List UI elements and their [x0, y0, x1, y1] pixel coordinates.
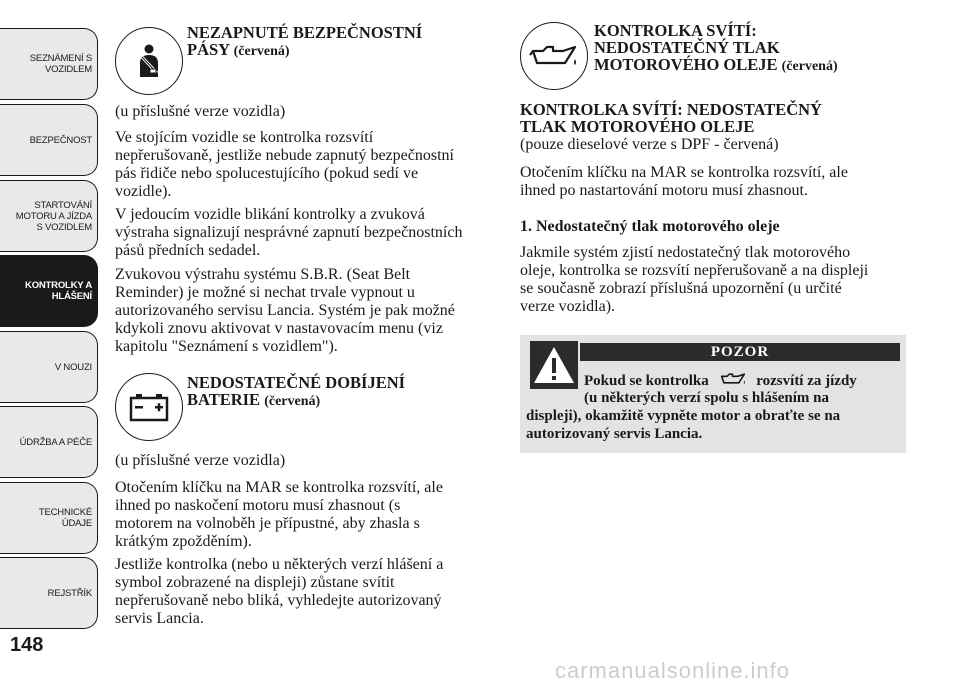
warning-line-3: displeji), okamžitě vypněte motor a obraťte se na: [526, 408, 841, 424]
oil-paragraph-2: [520, 244, 906, 316]
oil-heading: [520, 101, 906, 135]
warning-text: rozsvítí za jízdy: [756, 373, 857, 389]
seatbelt-version-note: (u příslušné verze vozidla): [115, 103, 286, 120]
line: V jedoucím vozidle blikání kontrolky a zvuková: [115, 206, 425, 223]
line: kdykoli znovu aktivovat v nastavovacím menu (viz: [115, 320, 443, 337]
battery-title: [187, 374, 487, 410]
tab-bezpecnost[interactable]: [0, 104, 98, 176]
line: ihned po naskočení motoru musí zhasnout (s: [115, 497, 401, 514]
watermark: carmanualsonline.info: [555, 658, 791, 683]
line: se současně zobrazí příslušná upozornění (u určité: [520, 280, 842, 297]
page-number: 148: [10, 634, 44, 656]
line: pásů předních sedadel.: [115, 242, 261, 259]
tab-label: STARTOVÁNÍ MOTORU A JÍZDA S VOZIDLEM: [15, 199, 92, 233]
tab-label: TECHNICKÉ ÚDAJE: [38, 507, 92, 529]
oil-paragraph-1: [520, 164, 906, 200]
warning-header: POZOR: [580, 343, 900, 361]
tab-label: BEZPEČNOST: [29, 134, 92, 146]
warning-line-1: [584, 372, 904, 390]
battery-title-l2: BATERIE: [187, 390, 261, 409]
tab-label: V NOUZI: [54, 361, 92, 373]
seatbelt-title-l1: NEZAPNUTÉ BEZPEČNOSTNÍ: [187, 23, 423, 42]
seatbelt-title-color: (červená): [233, 44, 290, 59]
battery-paragraph-1: [115, 479, 500, 551]
oil-title-l3: MOTOROVÉHO OLEJE: [594, 55, 778, 74]
warning-line-4: autorizovaný servis Lancia.: [526, 426, 703, 442]
line: symbol zobrazené na displeji) zůstane svítit: [115, 574, 395, 591]
tab-v-nouzi[interactable]: [0, 331, 98, 403]
line: ihned po nastartování motoru musí zhasnout.: [520, 182, 808, 199]
line: Otočením klíčku na MAR se kontrolka rozsvítí, ale: [115, 479, 443, 496]
battery-title-l1: NEDOSTATEČNÉ DOBÍJENÍ: [187, 373, 406, 392]
warning-box: [520, 335, 906, 453]
tab-label: KONTROLKY A HLÁŠENÍ: [25, 280, 92, 302]
battery-version-note: (u příslušné verze vozidla): [115, 452, 286, 469]
oil-title-l1: KONTROLKA SVÍTÍ:: [594, 21, 757, 40]
tab-kontrolky[interactable]: [0, 255, 98, 327]
oil-heading-l2: TLAK MOTOROVÉHO OLEJE: [520, 117, 755, 136]
line: motorem na volnoběh je přípustné, aby zhasla s: [115, 515, 420, 532]
line: oleje, kontrolka se rozsvítí nepřerušovaně a na displeji: [520, 262, 869, 279]
line: nepřerušovaně nebo bliká, vyhledejte autorizovaný: [115, 592, 442, 609]
oil-can-icon: [713, 372, 753, 386]
tab-label: SEZNÁMENÍ S VOZIDLEM: [29, 53, 92, 75]
oil-heading-l1: KONTROLKA SVÍTÍ: NEDOSTATEČNÝ: [520, 100, 822, 119]
warning-text: Pokud se kontrolka: [584, 373, 709, 389]
battery-paragraph-2: [115, 556, 500, 628]
oil-can-icon: [520, 22, 588, 90]
line: Reminder) je možné si nechat trvale vypnout u: [115, 284, 415, 301]
seatbelt-title-l2: PÁSY: [187, 40, 230, 59]
tab-label: ÚDRŽBA A PÉČE: [19, 436, 92, 448]
tab-seznameni[interactable]: [0, 28, 98, 100]
warning-triangle-icon: [530, 341, 578, 389]
seatbelt-paragraph-2: [115, 206, 500, 260]
line: kapitolu "Seznámení s vozidlem").: [115, 338, 338, 355]
battery-icon: [115, 373, 183, 441]
warning-line-2: (u některých verzí spolu s hlášením na: [584, 390, 830, 406]
oil-title-l2: NEDOSTATEČNÝ TLAK: [594, 38, 780, 57]
line: krátkým zpožděním).: [115, 533, 252, 550]
line: Jakmile systém zjistí nedostatečný tlak motorového: [520, 244, 851, 261]
oil-heading-sub: (pouze dieselové verze s DPF - červená): [520, 136, 779, 153]
tab-rejstrik[interactable]: [0, 557, 98, 629]
tab-label: REJSTŘÍK: [47, 587, 92, 599]
line: výstraha signalizují nesprávné zapnutí bezpečnostních: [115, 224, 463, 241]
line: servis Lancia.: [115, 610, 204, 627]
line: autorizovaného servisu Lancia. Systém je pak možné: [115, 302, 455, 319]
oil-title: [594, 22, 904, 75]
line: Jestliže kontrolka (nebo u některých verzí hlášení a: [115, 556, 444, 573]
seatbelt-title: [187, 24, 487, 60]
oil-title-color: (červená): [781, 59, 838, 74]
seatbelt-icon: [115, 27, 183, 95]
line: Otočením klíčku na MAR se kontrolka rozsvítí, ale: [520, 164, 848, 181]
line: Ve stojícím vozidle se kontrolka rozsvítí: [115, 129, 374, 146]
tab-startovani[interactable]: [0, 180, 98, 252]
seatbelt-paragraph-1: [115, 129, 500, 201]
line: pás řidiče nebo spolucestujícího (pokud sedí ve: [115, 165, 419, 182]
seatbelt-paragraph-3: [115, 266, 500, 356]
line: nepřerušovaně, jestliže nebude zapnutý bezpečnostní: [115, 147, 454, 164]
tab-udrzba[interactable]: [0, 406, 98, 478]
oil-subheading: 1. Nedostatečný tlak motorového oleje: [520, 218, 780, 235]
battery-title-color: (červená): [264, 394, 321, 409]
line: vozidle).: [115, 183, 172, 200]
line: Zvukovou výstrahu systému S.B.R. (Seat Belt: [115, 266, 411, 283]
tab-technicke[interactable]: [0, 482, 98, 554]
line: verze vozidla).: [520, 298, 616, 315]
